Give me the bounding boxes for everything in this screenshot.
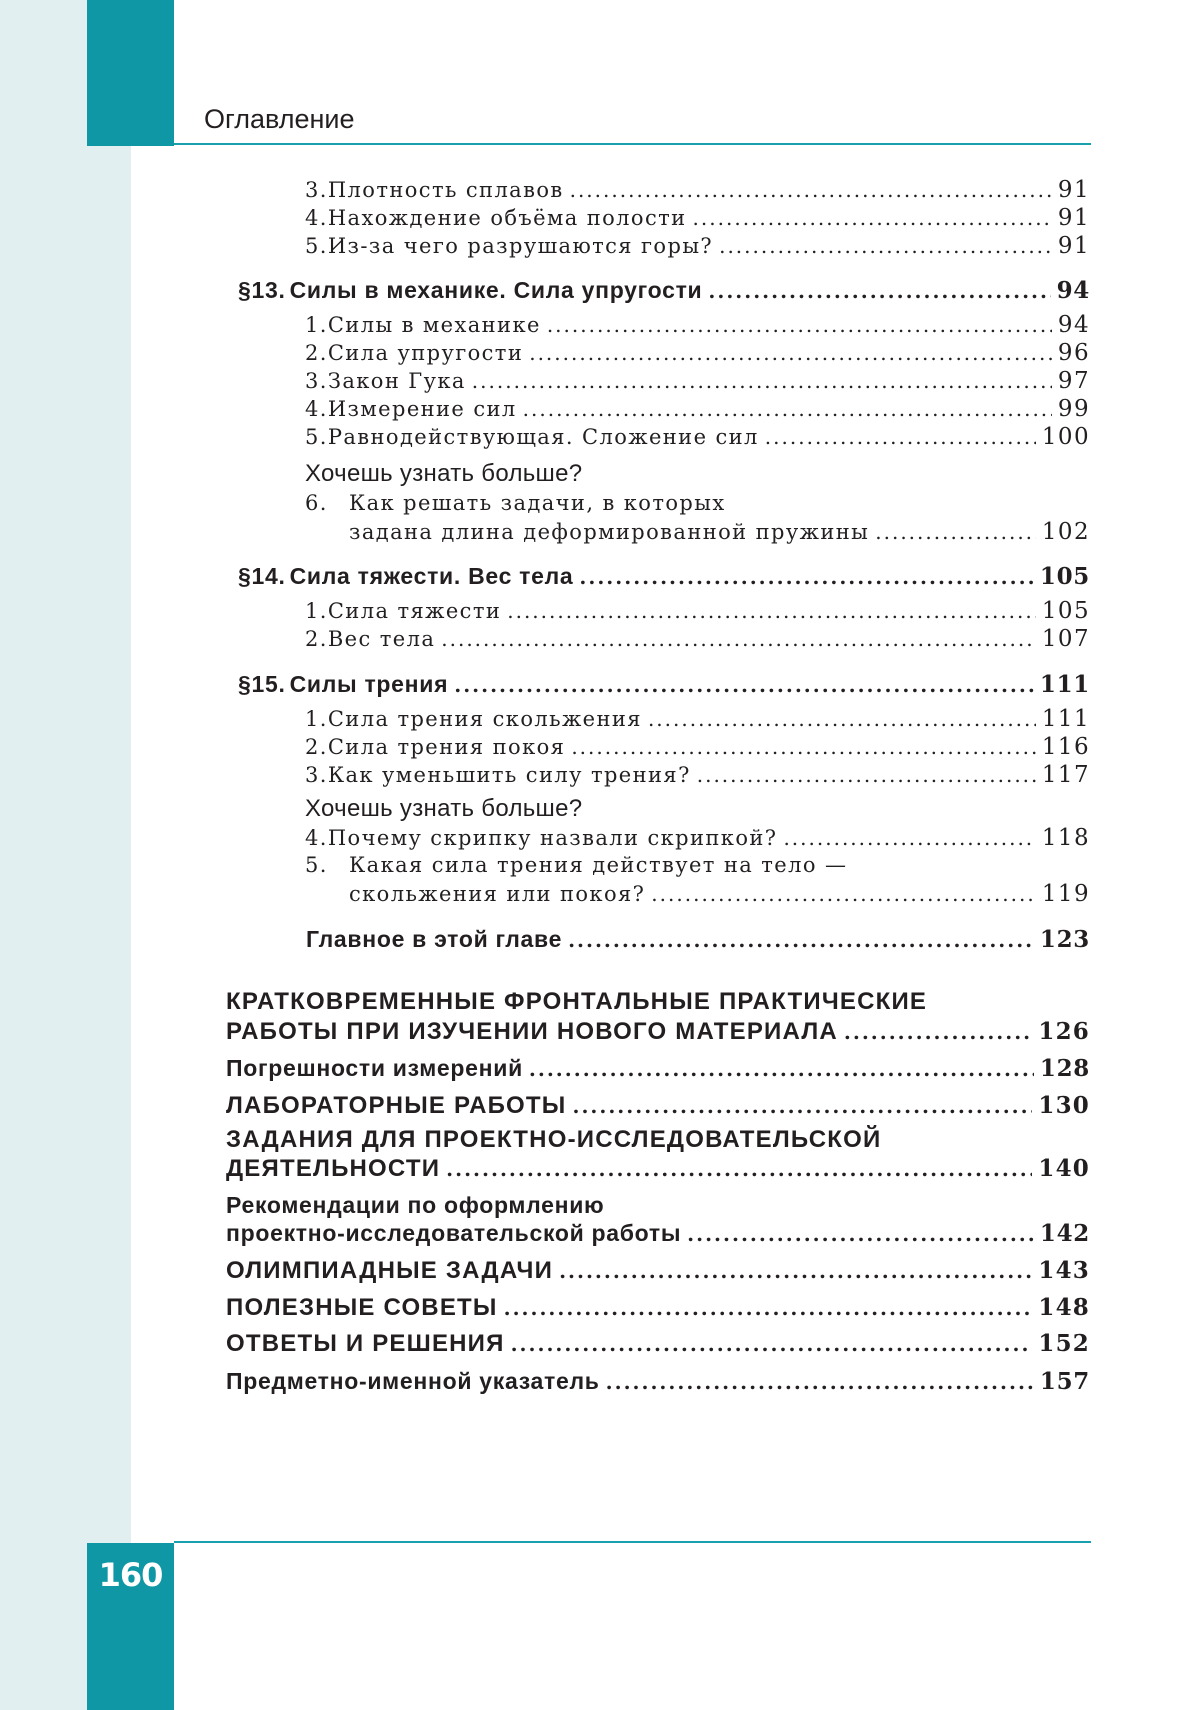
- leader-dots: [472, 369, 1052, 393]
- toc-item[interactable]: 3. Закон Гука ..... 97: [305, 368, 1090, 398]
- toc-item-line2[interactable]: [349, 519, 1090, 549]
- toc-appendix-line2[interactable]: [226, 1018, 1090, 1048]
- toc-item-title: Сила трения скольжения: [327, 707, 642, 731]
- toc-page: 140: [1038, 1155, 1090, 1182]
- toc-section-title: ЛАБОРАТОРНЫЕ РАБОТЫ: [226, 1092, 567, 1119]
- leader-dots: [547, 313, 1052, 337]
- toc-page: 107: [1041, 626, 1090, 652]
- toc-appendix-line1[interactable]: [226, 1126, 881, 1156]
- leader-dots: [529, 341, 1052, 365]
- leader-dots: [572, 1094, 1032, 1118]
- toc-page: 157: [1039, 1368, 1090, 1395]
- leader-dots: [693, 206, 1052, 230]
- leader-dots: [844, 1020, 1032, 1044]
- toc-appendix[interactable]: [226, 1257, 1090, 1287]
- toc-item-title: Сила трения покоя: [327, 735, 566, 759]
- leader-dots: [529, 1057, 1034, 1081]
- toc-item[interactable]: 4. Нахождение объёма полости ..... 91: [305, 205, 1090, 235]
- toc-item[interactable]: 3. Как уменьшить силу трения? ..... 117: [305, 762, 1090, 792]
- toc-item-title: Плотность сплавов: [327, 178, 564, 202]
- more-heading: Хочешь узнать больше?: [305, 460, 583, 487]
- toc-appendix-line2[interactable]: [226, 1220, 1090, 1250]
- toc-section-title: проектно-исследовательской работы: [226, 1220, 682, 1246]
- toc-item-title: Сила упругости: [327, 341, 524, 365]
- toc-item[interactable]: 1. Сила трения скольжения ..... 111: [305, 706, 1090, 736]
- toc-item[interactable]: 5. Из-за чего разрушаются горы? ..... 91: [305, 233, 1090, 263]
- leader-dots: [697, 763, 1036, 787]
- leader-dots: [570, 178, 1052, 202]
- leader-dots: [783, 826, 1035, 850]
- toc-page: 116: [1041, 734, 1090, 760]
- toc-item[interactable]: 4. Почему скрипку назвали скрипкой? ..... 118: [305, 825, 1090, 855]
- toc-section-title: Сила тяжести. Вес тела: [289, 563, 574, 589]
- toc-section-title: КРАТКОВРЕМЕННЫЕ ФРОНТАЛЬНЫЕ ПРАКТИЧЕСКИЕ: [226, 988, 928, 1015]
- toc-page: 119: [1041, 881, 1090, 907]
- toc-appendix-line1[interactable]: [226, 988, 927, 1018]
- toc-item[interactable]: 2. Сила трения покоя ..... 116: [305, 734, 1090, 764]
- running-title: Оглавление: [204, 104, 355, 134]
- toc-item-title: Вес тела: [327, 627, 436, 651]
- toc-item[interactable]: 1. Силы в механике ..... 94: [305, 312, 1090, 342]
- toc-item-title: Силы в механике: [327, 313, 541, 337]
- leader-dots: [441, 627, 1036, 651]
- leader-dots: [875, 520, 1036, 544]
- page-number: 160: [98, 1556, 163, 1594]
- toc-item-title: задана длина деформированной пружины: [349, 520, 870, 544]
- toc-page: 100: [1041, 424, 1090, 450]
- toc-item-line2[interactable]: [349, 881, 1090, 911]
- toc-section-title: ОТВЕТЫ И РЕШЕНИЯ: [226, 1330, 505, 1357]
- leader-dots: [579, 565, 1033, 589]
- toc-item-title: Как решать задачи, в которых: [349, 491, 726, 515]
- toc-page: 94: [1056, 277, 1090, 304]
- leader-dots: [651, 882, 1036, 906]
- toc-item-title: скольжения или покоя?: [349, 882, 646, 906]
- leader-dots: [687, 1222, 1034, 1246]
- toc-item-title: Сила тяжести: [327, 599, 502, 623]
- leader-dots: [446, 1157, 1032, 1181]
- toc-page: 117: [1041, 762, 1090, 788]
- toc-item[interactable]: 3. Плотность сплавов ..... 91: [305, 177, 1090, 207]
- toc-item[interactable]: 5. Равнодействующая. Сложение сил ..... 100: [305, 424, 1090, 454]
- toc-item[interactable]: 2. Сила упругости ..... 96: [305, 340, 1090, 370]
- toc-section-title: Силы в механике. Сила упругости: [289, 277, 703, 303]
- toc-section-title: ОЛИМПИАДНЫЕ ЗАДАЧИ: [226, 1257, 554, 1284]
- toc-page: 105: [1041, 598, 1090, 624]
- toc-page: 123: [1039, 926, 1090, 953]
- toc-section-13[interactable]: §13. Силы в механике. Сила упругости ..... 94: [238, 277, 1090, 307]
- toc-section-title: ПОЛЕЗНЫЕ СОВЕТЫ: [226, 1294, 498, 1321]
- toc-appendix[interactable]: [226, 1055, 1090, 1085]
- toc-item[interactable]: 2. Вес тела ..... 107: [305, 626, 1090, 656]
- toc-section-title: Предметно-именной указатель: [226, 1368, 600, 1394]
- toc-item-title: Из-за чего разрушаются горы?: [327, 234, 714, 258]
- toc-page: 143: [1038, 1257, 1090, 1284]
- leader-dots: [507, 599, 1036, 623]
- toc-section-14[interactable]: §14. Сила тяжести. Вес тела ..... 105: [238, 563, 1090, 593]
- leader-dots: [765, 425, 1036, 449]
- toc-page: 99: [1057, 396, 1090, 422]
- toc-page: 111: [1041, 706, 1090, 732]
- toc-page: 91: [1057, 177, 1090, 203]
- toc-section-15[interactable]: §15. Силы трения ..... 111: [238, 671, 1090, 701]
- leader-dots: [454, 673, 1034, 697]
- leader-dots: [648, 707, 1036, 731]
- toc-chapter-summary[interactable]: [306, 926, 1090, 956]
- toc-section-title: Силы трения: [289, 671, 449, 697]
- toc-item[interactable]: 4. Измерение сил ..... 99: [305, 396, 1090, 426]
- toc-section-title: Погрешности измерений: [226, 1055, 523, 1081]
- leader-dots: [559, 1259, 1032, 1283]
- toc-page: 91: [1057, 233, 1090, 259]
- toc-section-title: Главное в этой главе: [306, 926, 563, 952]
- toc-appendix[interactable]: [226, 1330, 1090, 1360]
- leader-dots: [708, 279, 1050, 303]
- toc-section-title: ЗАДАНИЯ ДЛЯ ПРОЕКТНО-ИССЛЕДОВАТЕЛЬСКОЙ: [226, 1126, 882, 1153]
- toc-page: 111: [1039, 671, 1090, 698]
- toc-page: 97: [1057, 368, 1090, 394]
- toc-section-title: РАБОТЫ ПРИ ИЗУЧЕНИИ НОВОГО МАТЕРИАЛА: [226, 1018, 838, 1045]
- toc-appendix-line1[interactable]: [226, 1192, 604, 1222]
- toc-page: 94: [1057, 312, 1090, 338]
- toc-appendix[interactable]: [226, 1092, 1090, 1122]
- toc-appendix[interactable]: [226, 1294, 1090, 1324]
- toc-item[interactable]: 1. Сила тяжести ..... 105: [305, 598, 1090, 628]
- toc-item-title: Нахождение объёма полости: [327, 206, 687, 230]
- leader-dots: [523, 397, 1052, 421]
- toc-page: 91: [1057, 205, 1090, 231]
- toc-page: 118: [1041, 825, 1090, 851]
- leader-dots: [719, 234, 1052, 258]
- toc-item-line1[interactable]: 5. Какая сила трения действует на тело —: [305, 853, 848, 877]
- leader-dots: [571, 735, 1036, 759]
- leader-dots: [568, 928, 1034, 952]
- toc-item-title: Почему скрипку назвали скрипкой?: [327, 826, 778, 850]
- toc-section-title: Рекомендации по оформлению: [226, 1192, 605, 1218]
- leader-dots: [606, 1370, 1034, 1394]
- toc-appendix-line2[interactable]: [226, 1155, 1090, 1185]
- toc-page: 130: [1038, 1092, 1090, 1119]
- more-heading: Хочешь узнать больше?: [305, 795, 583, 822]
- leader-dots: [504, 1296, 1033, 1320]
- toc-page: 105: [1039, 563, 1090, 590]
- toc-item-title: Измерение сил: [327, 397, 517, 421]
- toc-item-line1[interactable]: 6. Как решать задачи, в которых: [305, 491, 726, 515]
- toc-page: 148: [1038, 1294, 1090, 1321]
- toc-appendix[interactable]: [226, 1368, 1090, 1398]
- toc-item-title: Какая сила трения действует на тело —: [349, 853, 848, 877]
- toc-page: 128: [1039, 1055, 1090, 1082]
- toc-page: 152: [1038, 1330, 1090, 1357]
- toc-page: 96: [1057, 340, 1090, 366]
- toc-item-title: Закон Гука: [327, 369, 466, 393]
- toc-page: 102: [1041, 519, 1090, 545]
- toc-item-title: Как уменьшить силу трения?: [327, 763, 691, 787]
- toc-page: 126: [1038, 1018, 1090, 1045]
- leader-dots: [511, 1332, 1033, 1356]
- toc-item-title: Равнодействующая. Сложение сил: [327, 425, 759, 449]
- toc-page: 142: [1039, 1220, 1090, 1247]
- toc-section-title: ДЕЯТЕЛЬНОСТИ: [226, 1155, 441, 1182]
